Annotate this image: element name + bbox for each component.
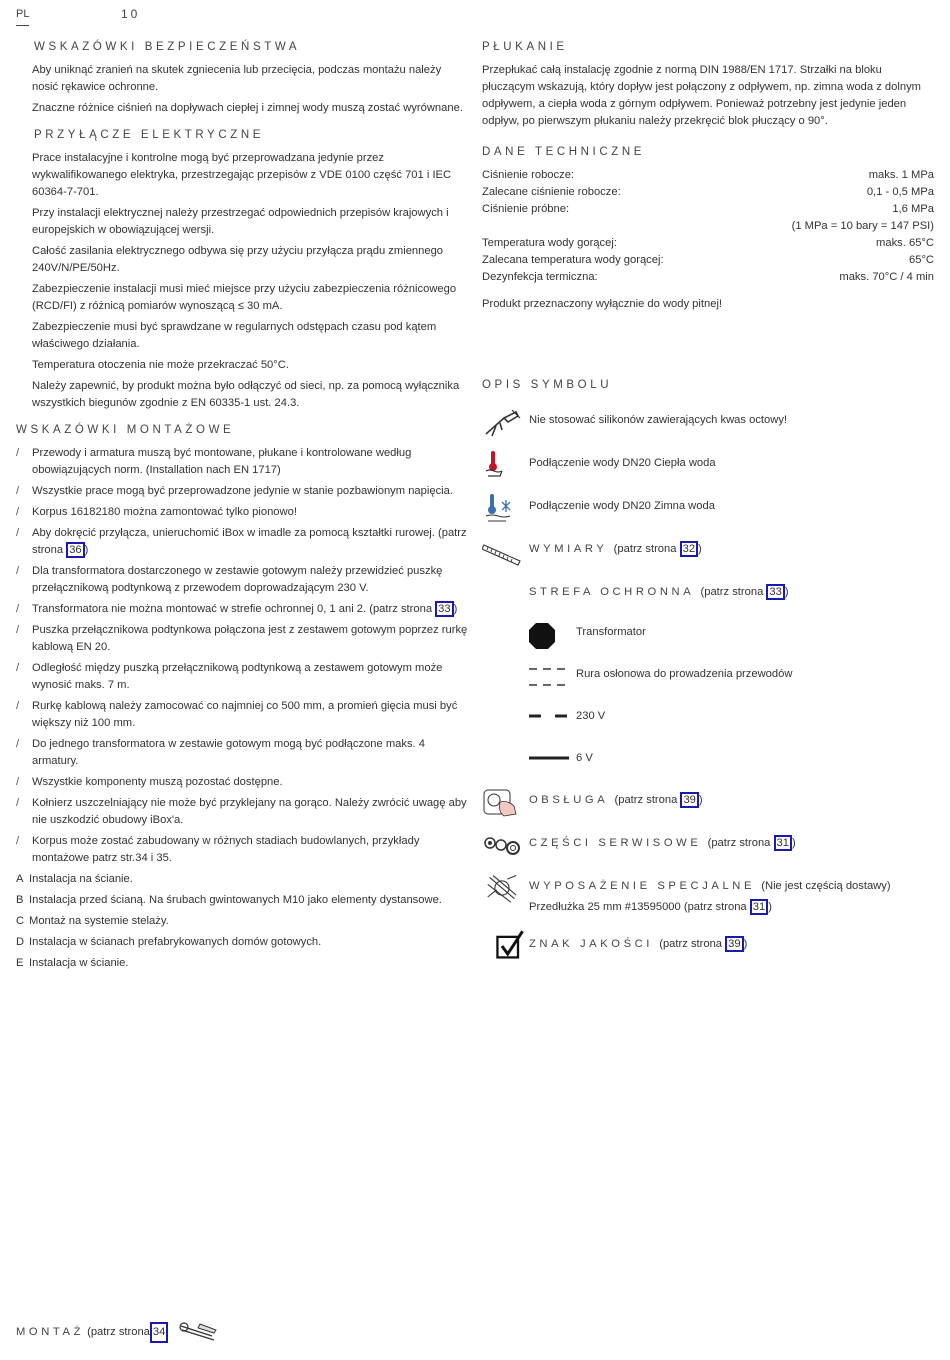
special-equipment-icon (482, 872, 522, 904)
symbol-row (482, 449, 934, 492)
list-item: / Przewody i armatura muszą być montowane, płukane i kontrolowane według obowiązujących norm. (Installation nach EN 1717) (16, 445, 468, 479)
right-column (482, 39, 934, 950)
legend-row (482, 744, 934, 786)
potable-water-note: Produkt przeznaczony wyłącznie do wody pitnej! (482, 298, 723, 310)
safety-heading: WSKAZÓWKI BEZPIECZEŃSTWA (34, 41, 301, 53)
tech-heading: DANE TECHNICZNE (482, 146, 646, 158)
install-option: E Instalacja w ścianie. (16, 957, 129, 969)
symbol-text: Podłączenie wody DN20 Zimna woda (529, 500, 715, 512)
page-ref-link[interactable]: 33 (435, 601, 453, 617)
symbol-row (482, 535, 934, 578)
symbol-text: Nie stosować silikonów zawierających kwas octowy! (529, 414, 788, 426)
6v-line-icon (528, 748, 570, 768)
tech-row: Ciśnienie próbne: 1,6 MPa (482, 203, 934, 215)
electrical-paragraph: Należy zapewnić, by produkt można było odłączyć od sieci, np. za pomocą wyłącznika wszystkich biegunów zgodnie z EN 60335-1 ust. 24.3. (32, 380, 460, 409)
legend-row (482, 618, 934, 660)
ruler-icon (482, 535, 522, 567)
dimensions-label: WYMIARY (patrz strona 32 ) (529, 543, 702, 555)
install-option: A Instalacja na ścianie. (16, 873, 133, 885)
electrical-paragraph: Zabezpieczenie musi być sprawdzane w regularnych odstępach czasu pod kątem właściwego działania. (32, 321, 437, 350)
legend-row (482, 660, 934, 702)
electrical-paragraph: Przy instalacji elektrycznej należy przestrzegać odpowiednich przepisów krajowych i europejskich w obowiązującej wersji. (32, 207, 449, 236)
assembly-footer: MONTAŻ (patrz strona 34 (16, 1320, 218, 1344)
tech-row: Zalecana temperatura wody gorącej: 65°C (482, 254, 934, 266)
list-item: / Dla transformatora dostarczonego w zestawie gotowym należy przewidzieć puszkę przełącznikową podtynkową z przewodem doprowadzającym 230 V. (16, 563, 468, 597)
operation-label: OBSŁUGA (patrz strona 39 ) (529, 794, 703, 806)
assembly-section (16, 422, 468, 972)
symbols-section (482, 377, 934, 973)
symbols-heading: OPIS SYMBOLU (482, 379, 613, 391)
safety-section (16, 39, 468, 117)
electrical-paragraph: Całość zasilania elektrycznego odbywa się przy użyciu przyłącza prądu zmiennego 240V/N/PE/50Hz. (32, 245, 444, 274)
legend-row (482, 702, 934, 744)
symbol-text: Podłączenie wody DN20 Ciepła woda (529, 457, 716, 469)
assembly-list (16, 445, 468, 867)
electrical-paragraph: Prace instalacyjne i kontrolne mogą być przeprowadzana jedynie przez wykwalifikowanego elektryka, przestrzegając przepisów z VDE 0100 część 701 i IEC 60364-7-701. (32, 152, 452, 198)
spare-parts-icon (482, 829, 522, 861)
list-item: / Rurkę kablową należy zamocować co najmniej co 500 mm, a promień gięcia musi być większy niż 100 mm. (16, 698, 468, 732)
flushing-heading: PŁUKANIE (482, 41, 568, 53)
special-equipment-label: WYPOSAŻENIE SPECJALNE (Nie jest częścią dostawy) (529, 880, 891, 892)
tech-row: Dezynfekcja termiczna: maks. 70°C / 4 min (482, 271, 934, 283)
safety-paragraph: Znaczne różnice ciśnień na dopływach ciepłej i zimnej wody muszą zostać wyrównane. (32, 102, 463, 114)
list-item: / Wszystkie prace mogą być przeprowadzone jedynie w stanie pozbawionym napięcia. (16, 483, 468, 500)
flushing-text: Przepłukać całą instalację zgodnie z normą DIN 1988/EN 1717. Strzałki na bloku płuczącym wskazują, który dopływ jest połączony z odpływem, np. zimna woda z dolnym odpływem, a ciepła woda z górnym odpływem. Ponieważ potrzebny jest jedynie jeden odpływ, po pierwszym płukaniu należy przekręcić blok płuczący o 90°. (482, 64, 921, 127)
legend-text: Rura osłonowa do prowadzenia przewodów (576, 668, 793, 680)
page-ref-link[interactable]: 39 (680, 792, 698, 808)
extension-text: Przedłużka 25 mm #13595000 (patrz strona 31 ) (529, 901, 772, 913)
symbol-row (482, 578, 934, 618)
legend-text: Transformator (576, 626, 646, 638)
list-item: / Odległość między puszką przełącznikową podtynkową a zestawem gotowym może wynosić maks. 7 m. (16, 660, 468, 694)
language-code: PL (16, 6, 29, 26)
tech-row: Zalecane ciśnienie robocze: 0,1 - 0,5 MPa (482, 186, 934, 198)
quality-check-icon (490, 930, 530, 962)
electrical-paragraph: Zabezpieczenie instalacji musi mieć miejsce przy użyciu zabezpieczenia różnicowego (RCD/FI) z różnicą pomiarów wynoszącą ≤ 30 mA. (32, 283, 457, 312)
hand-operation-icon (482, 786, 522, 818)
list-item: / Do jednego transformatora w zestawie gotowym mogą być podłączone maks. 4 armatury. (16, 736, 468, 770)
transformer-icon (528, 622, 556, 650)
list-item: / Korpus 16182180 można zamontować tylko pionowo! (16, 504, 468, 521)
flushing-section (482, 39, 934, 130)
electrical-section (16, 127, 468, 412)
install-option: C Montaż na systemie stelaży. (16, 915, 169, 927)
page-ref-link[interactable]: 31 (750, 899, 768, 915)
page-ref-link[interactable]: 32 (680, 541, 698, 557)
list-item: / Puszka przełącznikowa podtynkowa połączona jest z zestawem gotowym poprzez rurkę kablową EN 20. (16, 622, 468, 656)
page-ref-link[interactable]: 39 (725, 936, 743, 952)
protection-zone-label: STREFA OCHRONNA (patrz strona 33 ) (529, 586, 789, 598)
list-item: / Aby dokręcić przyłącza, unieruchomić iBox w imadle za pomocą kształtki rurowej. (patrz strona 36 ) (16, 525, 468, 559)
silicone-gun-icon (482, 406, 522, 438)
legend-text: 230 V (576, 710, 606, 722)
symbol-row (482, 492, 934, 535)
page-ref-link[interactable]: 36 (66, 542, 84, 558)
tech-note: (1 MPa = 10 bary = 147 PSI) (791, 220, 934, 232)
list-item: / Kołnierz uszczelniający nie może być przyklejany na gorąco. Należy zwrócić uwagę aby nie uszkodzić obudowy iBox'a. (16, 795, 468, 829)
install-option: D Instalacja w ścianach prefabrykowanych domów gotowych. (16, 936, 322, 948)
list-item: / Wszystkie komponenty muszą pozostać dostępne. (16, 774, 468, 791)
list-item: / Korpus może zostać zabudowany w różnych stadiach budowlanych, przykłady montażowe patrz str.34 i 35. (16, 833, 468, 867)
symbol-row (482, 786, 934, 829)
page-number: 10 (121, 7, 141, 21)
tech-section (482, 144, 934, 313)
footer-heading: MONTAŻ (16, 1325, 84, 1338)
page-ref-link[interactable]: 34 (150, 1322, 168, 1343)
electrical-heading: PRZYŁĄCZE ELEKTRYCZNE (34, 129, 265, 141)
install-option: B Instalacja przed ścianą. Na śrubach gwintowanych M10 jako elementy dystansowe. (16, 894, 442, 906)
spare-parts-label: CZĘŚCI SERWISOWE (patrz strona 31 ) (529, 837, 796, 849)
page-ref-link[interactable]: 31 (774, 835, 792, 851)
tech-row: Ciśnienie robocze: maks. 1 MPa (482, 169, 934, 181)
assembly-heading: WSKAZÓWKI MONTAŻOWE (16, 424, 235, 436)
tech-row: Temperatura wody gorącej: maks. 65°C (482, 237, 934, 249)
legend-text: 6 V (576, 752, 593, 764)
wrench-tools-icon (178, 1320, 218, 1344)
symbol-row (482, 872, 934, 930)
left-column (16, 39, 468, 982)
symbol-row (482, 406, 934, 449)
cold-water-icon (482, 492, 522, 524)
list-item: / Transformatora nie można montować w strefie ochronnej 0, 1 ani 2. (patrz strona 33 ) (16, 601, 468, 618)
symbol-row (482, 829, 934, 872)
hot-water-icon (482, 449, 522, 481)
page-ref-link[interactable]: 33 (766, 584, 784, 600)
230v-line-icon (528, 706, 570, 726)
symbol-row (482, 930, 934, 973)
quality-label: ZNAK JAKOŚCI (patrz strona 39 ) (529, 938, 748, 950)
electrical-paragraph: Temperatura otoczenia nie może przekraczać 50°C. (32, 359, 289, 371)
safety-paragraph: Aby uniknąć zranień na skutek zgniecenia lub przecięcia, podczas montażu należy nosić rękawice ochronne. (32, 64, 442, 93)
conduit-line-icon (528, 664, 570, 690)
